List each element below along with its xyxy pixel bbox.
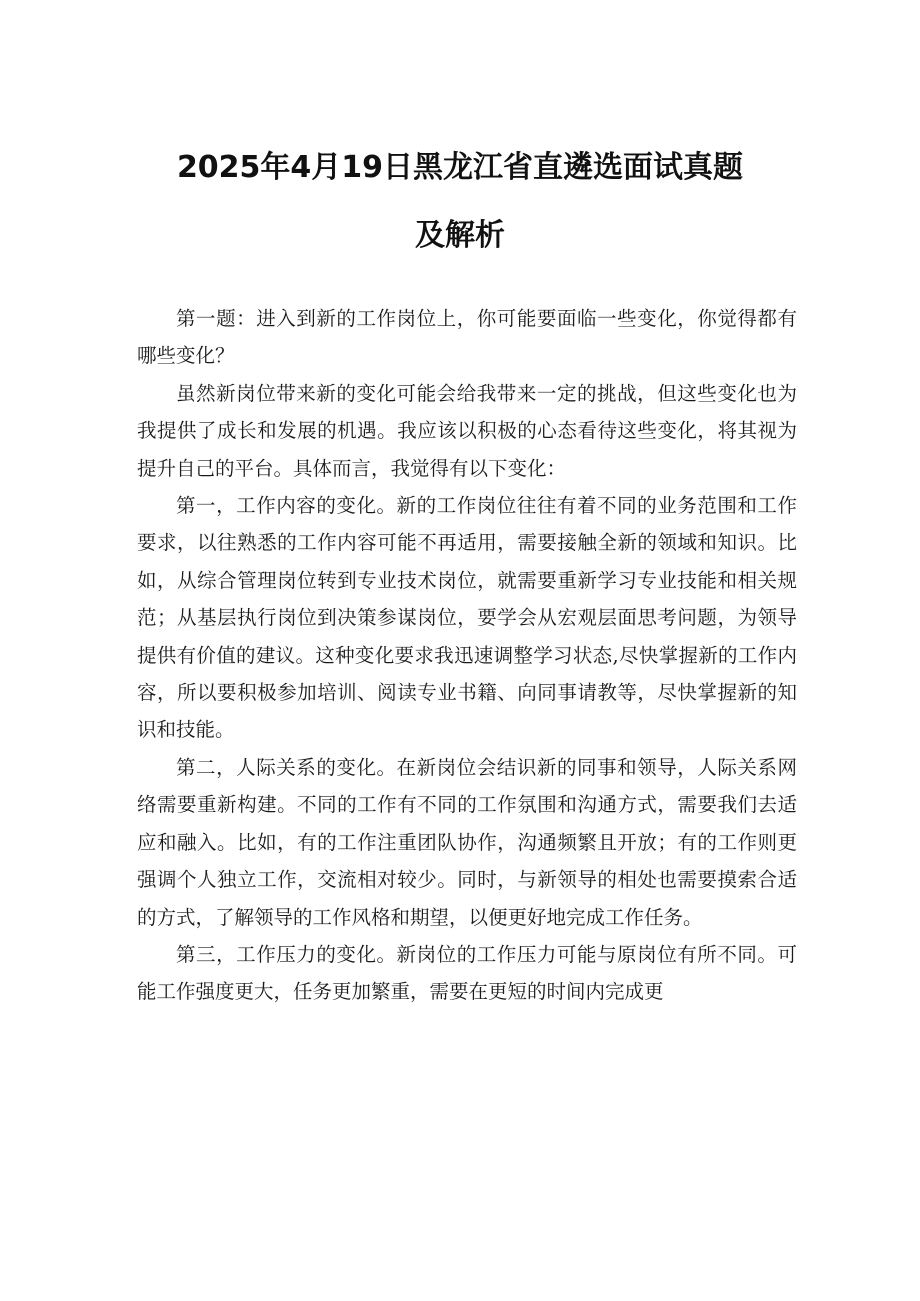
point-one-paragraph: 第一，工作内容的变化。新的工作岗位往往有着不同的业务范围和工作要求，以往熟悉的工作内容可能不再适用，需要接触全新的领域和知识。比如，从综合管理岗位转到专业技术岗位，就需要重新学习专业技能和相关规范；从基层执行岗位到决策参谋岗位，要学会从宏观层面思考问题，为领导提供有价值的建议。这种变化要求我迅速调整学习状态,尽快掌握新的工作内容，所以要积极参加培训、阅读专业书籍、向同事请教等，尽快掌握新的知识和技能。	[137, 494, 797, 742]
point-three-paragraph: 第三，工作压力的变化。新岗位的工作压力可能与原岗位有所不同。可能工作强度更大，任务更加繁重，需要在更短的时间内完成更	[137, 942, 797, 1004]
point-two-paragraph: 第二，人际关系的变化。在新岗位会结识新的同事和领导，人际关系网络需要重新构建。不同的工作有不同的工作氛围和沟通方式，需要我们去适应和融入。比如，有的工作注重团队协作，沟通频繁且开放；有的工作则更强调个人独立工作，交流相对较少。同时，与新领导的相处也需要摸索合适的方式，了解领导的工作风格和期望，以便更好地完成工作任务。	[137, 755, 797, 929]
question-paragraph: 第一题：进入到新的工作岗位上，你可能要面临一些变化，你觉得都有哪些变化？	[137, 307, 797, 368]
document-title-line-1: 2025年4月19日黑龙江省直遴选面试真题	[176, 150, 744, 185]
document-body	[137, 300, 797, 1011]
intro-paragraph: 虽然新岗位带来新的变化可能会给我带来一定的挑战，但这些变化也为我提供了成长和发展的机遇。我应该以积极的心态看待这些变化，将其视为提升自己的平台。具体而言，我觉得有以下变化：	[137, 381, 797, 480]
document-title-line-2: 及解析	[415, 218, 505, 253]
